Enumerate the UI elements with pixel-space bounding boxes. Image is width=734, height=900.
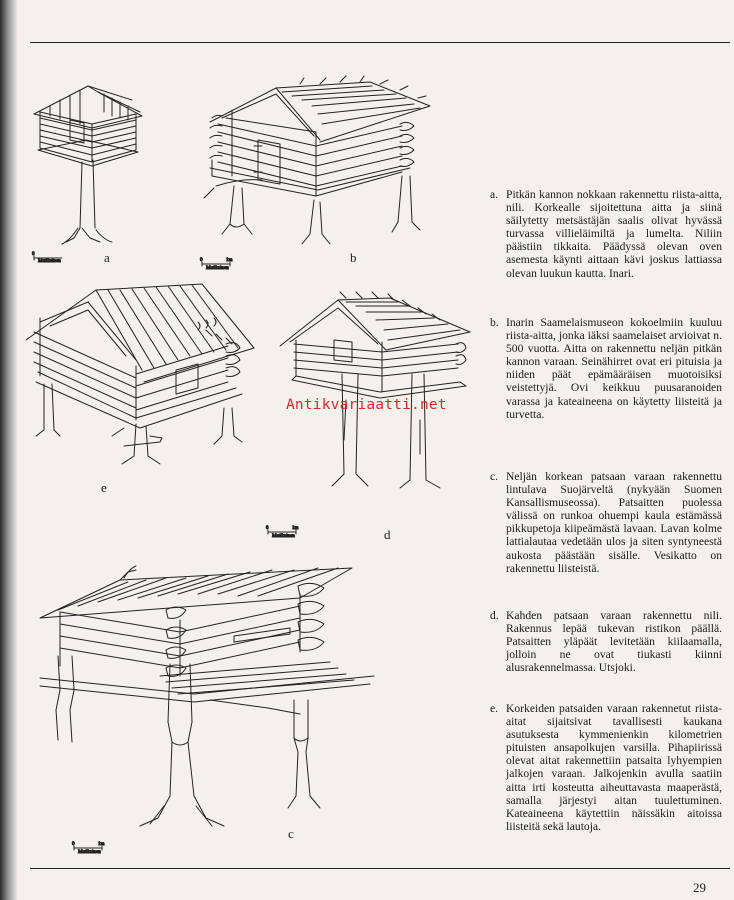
- scale-signature-a: Matikainen: [38, 259, 61, 264]
- caption-text: Inarin Saamelaismuseon kokoelmiin kuuluu riista-aitta, jonka iäksi saamelaiset arvioivat n. 500 vuotta. Aitta on rakennettu neljän pitkän kannon varaan. Seinähirret ovat eri pituisia ja niiden päät epämääräisen muotoisiksi veistettyjä. Ovi keikkuu puusaranoiden varassa ja kateaineena on käytetty liisteitä ja turvetta.: [506, 316, 722, 421]
- caption-a: [490, 188, 722, 280]
- figure-label-e: e: [101, 480, 107, 495]
- figure-label-b: b: [350, 250, 357, 265]
- caption-letter: b.: [490, 316, 499, 329]
- scale-1m-d: 1m: [292, 526, 299, 531]
- figure-label-d: d: [384, 527, 391, 542]
- scale-signature-b: Matikainen: [206, 266, 229, 271]
- caption-letter: e.: [490, 702, 499, 715]
- page-number: 29: [693, 880, 706, 895]
- scale-zero-b: 0: [200, 258, 203, 263]
- figure-a-drawing: [34, 86, 142, 260]
- figure-b-drawing: [202, 76, 430, 266]
- caption-d: [490, 609, 722, 674]
- scale-zero-d: 0: [266, 526, 269, 531]
- caption-letter: d.: [490, 609, 499, 622]
- caption-text: Neljän korkean patsaan varaan rakennettu lintulava Suojärveltä (nykyään Suomen Kansallismuseossa). Patsaitten puolessa välissä on runkoa ohuempi kaula estämässä pikkupetoja kiipeämästä lavaan. Lavan kolme lattialautaa vedetään ulos ja siten syntyneestä aukosta päästään sisälle. Vesikatto on rakennettu liisteistä.: [506, 470, 722, 575]
- figure-d-drawing: [268, 292, 470, 534]
- scale-zero-c: 0: [72, 842, 75, 847]
- watermark-text: Antikvariaatti.net: [286, 397, 447, 413]
- scale-1m-c: 1m: [98, 842, 105, 847]
- scale-zero-a: 0: [32, 252, 35, 257]
- caption-c: [490, 470, 722, 575]
- figure-label-c: c: [288, 826, 294, 841]
- figure-c-drawing: [40, 566, 374, 850]
- caption-letter: c.: [490, 470, 499, 483]
- scale-signature-c: Matikainen: [78, 850, 101, 855]
- caption-text: Korkeiden patsaiden varaan rakennetut riista-aitat sijaitsivat tavallisesti kaukana asutuksesta kymmenienkin kilometrien pituisten ansapolkujen varsilla. Pihapiirissä olevat aitat rakennettiin patsaita lyhyempien jalkojen varaan. Jalkojenkin avulla saatiin aitta irti kosteutta aiheuttavasta maaperästä, samalla järjestyi aitan tuulettuminen. Kateaineena käytettiin näissäkin aitoissa liisteitä sekä lautoja.: [506, 702, 722, 833]
- caption-text: Kahden patsaan varaan rakennettu nili. Rakennus lepää tukevan ristikon päällä. Patsaitten yläpäät levitetään kiilaamalla, jolloin ne ovat tiukasti kiinni alusrakennelmassa. Utsjoki.: [506, 609, 722, 675]
- figure-label-a: a: [104, 250, 110, 265]
- caption-b: [490, 316, 722, 421]
- figure-e-drawing: [26, 284, 254, 464]
- bottom-rule: [30, 868, 730, 869]
- caption-e: [490, 702, 722, 833]
- caption-text: Pitkän kannon nokkaan rakennettu riista-aitta, nili. Korkealle sijoitettuna aitta ja siinä säilytetty metsästäjän saalis olivat hyvässä turvassa villieläimiltä ja lumelta. Niliin päästiin tikkaita. Päädyssä olevan oven asemesta käynti aittaan kävi joskus lattiassa olevan luukun kautta. Inari.: [506, 188, 722, 280]
- scale-1m-b: 1m: [226, 258, 233, 263]
- caption-letter: a.: [490, 188, 499, 201]
- scale-signature-d: Matikainen: [272, 534, 295, 539]
